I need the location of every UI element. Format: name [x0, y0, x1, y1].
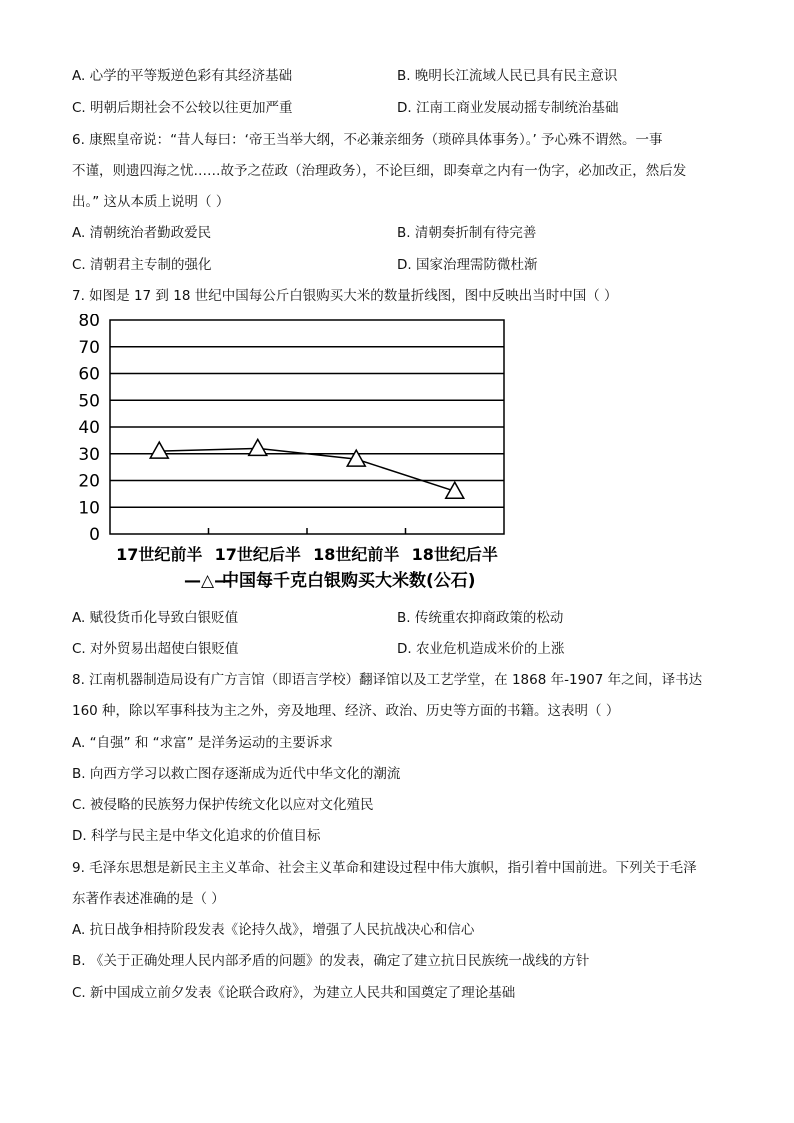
q7-option-d: D. 农业危机造成米价的上涨	[397, 641, 565, 657]
q9-option-c: C. 新中国成立前夕发表《论联合政府》，为建立人民共和国奠定了理论基础	[72, 985, 516, 1001]
data-point-triangle	[249, 439, 267, 455]
q6-stem-line-3: 出。” 这从本质上说明（ ）	[72, 194, 230, 210]
q8-stem-line-2: 160 种，除以军事科技为主之外，旁及地理、经济、政治、历史等方面的书籍。这表明（ ）	[72, 703, 620, 719]
chart-svg	[64, 314, 524, 604]
y-tick-labels	[78, 314, 100, 545]
q9-option-a: A. 抗日战争相持阶段发表《论持久战》，增强了人民抗战决心和信心	[72, 922, 475, 938]
data-point-triangle	[150, 442, 168, 458]
y-tick-label: 30	[78, 444, 100, 465]
q8-option-c: C. 被侵略的民族努力保护传统文化以应对文化殖民	[72, 797, 374, 813]
q7-option-b: B. 传统重农抑商政策的松动	[397, 610, 564, 626]
legend-label: 中国每千克白银购买大米数(公石)	[222, 571, 476, 591]
q8-option-b: B. 向西方学习以救亡图存逐渐成为近代中华文化的潮流	[72, 766, 401, 782]
x-tick-label: 18世纪前半	[313, 545, 400, 564]
legend-marker: —△—	[184, 571, 232, 591]
series-markers	[150, 439, 464, 498]
q6-option-c: C. 清朝君主专制的强化	[72, 257, 212, 273]
q6-stem-line-2: 不谨，则遗四海之忧……故予之莅政（治理政务），不论巨细，即奏章之内有一伪字，必加改正，然后发	[72, 163, 687, 179]
q6-stem-line-1: 6. 康熙皇帝说：“昔人每曰：‘帝王当举大纲，不必兼亲细务（琐碎具体事务）。’ 予心殊不谓然。一事	[72, 132, 663, 148]
y-tick-label: 20	[78, 471, 100, 492]
q9-option-b: B. 《关于正确处理人民内部矛盾的问题》的发表，确定了建立抗日民族统一战线的方针	[72, 953, 590, 969]
q8-stem-line-1: 8. 江南机器制造局设有广方言馆（即语言学校）翻译馆以及工艺学堂，在 1868 年-1907 年之间，译书达	[72, 672, 703, 688]
q9-stem-line-2: 东著作表述准确的是（ ）	[72, 891, 225, 907]
y-tick-label: 80	[78, 314, 100, 331]
x-tick-label: 18世纪后半	[411, 545, 498, 564]
y-tick-label: 40	[78, 418, 100, 438]
q6-option-b: B. 清朝奏折制有待完善	[397, 225, 537, 241]
x-tick-label: 17世纪后半	[214, 545, 301, 564]
y-tick-label: 60	[78, 364, 100, 385]
q5-option-b: B. 晚明长江流域人民已具有民主意识	[397, 68, 618, 84]
series-line	[159, 448, 455, 491]
q7-option-c: C. 对外贸易出超使白银贬值	[72, 641, 239, 657]
q7-option-a: A. 赋役货币化导致白银贬值	[72, 610, 239, 626]
q5-option-a: A. 心学的平等叛逆色彩有其经济基础	[72, 68, 293, 84]
y-tick-label: 0	[89, 525, 100, 545]
q8-option-a: A. “自强” 和 “求富” 是洋务运动的主要诉求	[72, 735, 333, 751]
q8-option-d: D. 科学与民主是中华文化追求的价值目标	[72, 828, 321, 844]
x-tick-label: 17世纪前半	[116, 545, 203, 564]
x-tick-labels	[116, 545, 498, 564]
y-tick-label: 50	[78, 391, 100, 412]
q9-stem-line-1: 9. 毛泽东思想是新民主主义革命、社会主义革命和建设过程中伟大旗帜，指引着中国前进。下列关于毛泽	[72, 860, 697, 876]
q6-option-a: A. 清朝统治者勤政爱民	[72, 225, 212, 241]
rice-silver-line-chart	[64, 314, 524, 604]
q5-option-c: C. 明朝后期社会不公较以往更加严重	[72, 100, 293, 116]
y-tick-label: 10	[78, 498, 100, 519]
data-point-triangle	[446, 482, 464, 498]
q6-option-d: D. 国家治理需防微杜渐	[397, 257, 538, 273]
y-tick-label: 70	[78, 337, 100, 358]
gridlines	[110, 347, 504, 534]
q5-option-d: D. 江南工商业发展动摇专制统治基础	[397, 100, 619, 116]
q7-stem: 7. 如图是 17 到 18 世纪中国每公斤白银购买大米的数量折线图，图中反映出当时中国（ ）	[72, 288, 618, 304]
